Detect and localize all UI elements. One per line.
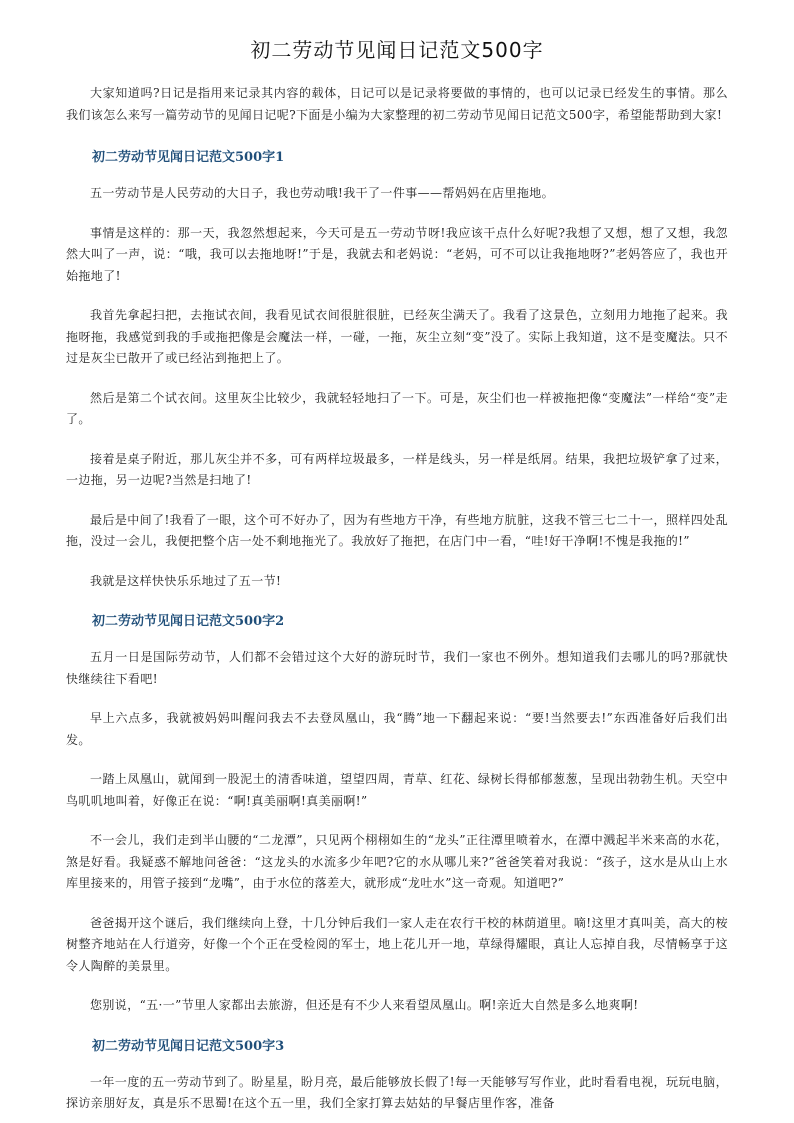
paragraph: 爸爸揭开这个谜后，我们继续向上登，十几分钟后我们一家人走在农行干校的林荫道里。嘀!这里才真叫美，高大的桉树整齐地站在人行道旁，好像一个个正在受检阅的军士，地上花儿开一地，草绿得耀眼，真让人忘掉自我，尽情畅享于这令人陶醉的美景里。 (66, 915, 728, 973)
paragraph: 不一会儿，我们走到半山腰的“二龙潭”，只见两个栩栩如生的“龙头”正往潭里喷着水，在潭中溅起半米来高的水花，煞是好看。我疑惑不解地问爸爸：“这龙头的水流多少年吧?它的水从哪儿来?”爸爸笑着对我说：“孩子，这水是从山上水库里接来的，用管子接到“龙嘴”，由于水位的落差大，就形成“龙吐水”这一奇观。知道吧?” (66, 833, 728, 890)
paragraph: 事情是这样的：那一天，我忽然想起来，今天可是五一劳动节呀!我应该干点什么好呢?我想了又想，想了又想，我忽然大叫了一声，说：“哦，我可以去拖地呀!”于是，我就去和老妈说：“老妈，可不可以让我拖地呀?”老妈答应了，我也开始拖地了! (66, 225, 728, 283)
section-heading: 初二劳动节见闻日记范文500字2 (92, 614, 285, 629)
paragraph: 我首先拿起扫把，去拖试衣间，我看见试衣间很脏很脏，已经灰尘满天了。我看了这景色，立刻用力地拖了起来。我拖呀拖，我感觉到我的手或拖把像是会魔法一样，一碰，一拖，灰尘立刻“变”没了。实际上我知道，这不是变魔法。只不过是灰尘已散开了或已经沾到拖把上了。 (66, 308, 728, 365)
section-1 (66, 146, 728, 592)
paragraph: 我就是这样快快乐乐地过了五一节! (90, 573, 282, 588)
paragraph: 五月一日是国际劳动节，人们都不会错过这个大好的游玩时节，我们一家也不例外。想知道我们去哪儿的吗?那就快快继续往下看吧! (66, 650, 728, 686)
document-body (66, 34, 728, 1123)
paragraph: 然后是第二个试衣间。这里灰尘比较少，我就轻轻地扫了一下。可是，灰尘们也一样被拖把像“变魔法”一样给“变”走了。 (66, 390, 728, 426)
paragraph: 一踏上凤凰山，就闻到一股泥土的清香味道，望望四周，青草、红花、绿树长得郁郁葱葱，呈现出勃勃生机。天空中鸟叽叽地叫着，好像正在说：“啊!真美丽啊!真美丽啊!” (66, 772, 728, 808)
paragraph: 早上六点多，我就被妈妈叫醒问我去不去登凤凰山，我“腾”地一下翻起来说：“要!当然要去!”东西准备好后我们出发。 (66, 711, 728, 747)
intro-paragraph: 大家知道吗?日记是指用来记录其内容的载体，日记可以是记录将要做的事情的，也可以记录已经发生的事情。那么我们该怎么来写一篇劳动节的见闻日记呢?下面是小编为大家整理的初二劳动节见闻日记范文500字，希望能帮助到大家! (66, 86, 728, 122)
section-heading: 初二劳动节见闻日记范文500字1 (92, 150, 285, 165)
paragraph: 接着是桌子附近，那儿灰尘并不多，可有两样垃圾最多，一样是线头，另一样是纸屑。结果，我把垃圾铲拿了过来，一边拖，另一边呢?当然是扫地了! (66, 451, 728, 487)
section-2 (66, 610, 728, 1017)
paragraph: 一年一度的五一劳动节到了。盼星星，盼月亮，最后能够放长假了!每一天能够写写作业，此时看看电视，玩玩电脑，探访亲朋好友，真是乐不思蜀!在这个五一里，我们全家打算去姑姑的早餐店里作客，准备 (66, 1074, 728, 1110)
page-title: 初二劳动节见闻日记范文500字 (250, 38, 544, 62)
paragraph: 最后是中间了!我看了一眼，这个可不好办了，因为有些地方干净，有些地方肮脏，这我不管三七二十一，照样四处乱拖，没过一会儿，我便把整个店一处不剩地拖光了。我放好了拖把，在店门中一看，“哇!好干净啊!不愧是我拖的!” (66, 512, 728, 548)
paragraph: 五一劳动节是人民劳动的大日子，我也劳动哦!我干了一件事——帮妈妈在店里拖地。 (90, 186, 555, 200)
section-heading: 初二劳动节见闻日记范文500字3 (92, 1038, 285, 1054)
paragraph: 您别说，“五·一”节里人家都出去旅游，但还是有不少人来看望凤凰山。啊!亲近大自然是多么地爽啊! (90, 998, 639, 1012)
section-3 (66, 1035, 728, 1115)
